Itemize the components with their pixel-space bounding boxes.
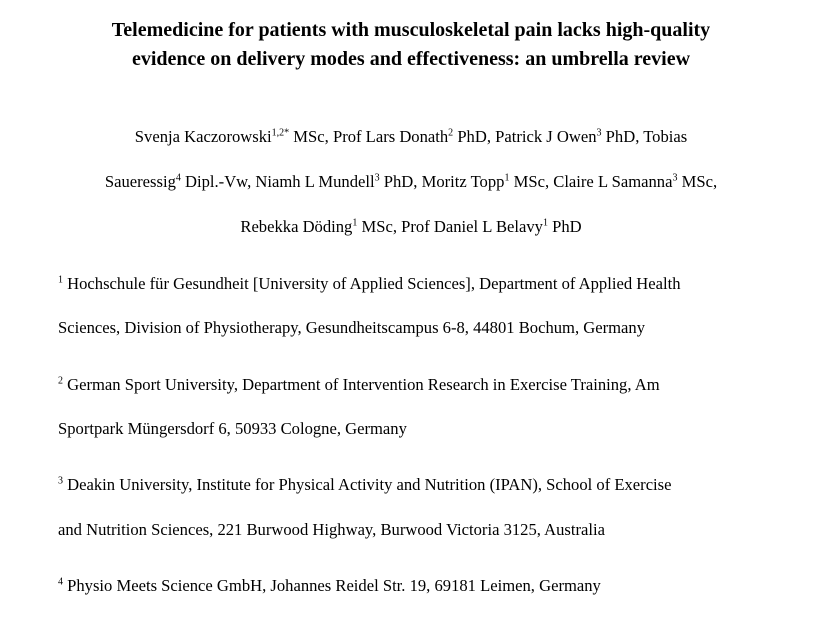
author-degree: Dipl.-Vw,	[180, 172, 252, 191]
author-name: Moritz Topp	[417, 172, 505, 191]
affiliation-2-line-1	[58, 375, 660, 395]
author-name: Prof Daniel L Belavy	[397, 217, 543, 236]
author-affiliation-sup: 3	[672, 172, 678, 184]
affiliation-number: 4	[58, 576, 63, 588]
affiliation-4-line-1	[58, 576, 601, 596]
affiliation-3-line-2: and Nutrition Sciences, 221 Burwood Highway, Burwood Victoria 3125, Australia	[58, 520, 605, 539]
author-degree: MSc,	[677, 172, 718, 191]
author-affiliation-sup: 3	[596, 127, 602, 139]
author-degree: PhD,	[453, 127, 491, 146]
author-affiliation-sup: 1	[542, 217, 548, 229]
author-line-1	[20, 127, 802, 147]
author-name: Rebekka Döding	[240, 217, 353, 236]
author-degree: PhD	[547, 217, 582, 236]
author-name: Prof Lars Donath	[328, 127, 449, 146]
affiliation-3-line-1	[58, 475, 672, 495]
author-line-3	[20, 217, 802, 237]
author-name: Svenja Kaczorowski	[134, 127, 272, 146]
author-degree: MSc,	[289, 127, 329, 146]
author-degree: MSc,	[357, 217, 398, 236]
affiliation-1-line-2: Sciences, Division of Physiotherapy, Gesundheitscampus 6-8, 44801 Bochum, Germany	[58, 318, 645, 337]
author-affiliation-sup: 1,2*	[271, 127, 290, 139]
author-name: Niamh L Mundell	[251, 172, 375, 191]
affiliation-text: Hochschule für Gesundheit [University of Applied Sciences], Department of Applied Health	[63, 274, 681, 293]
author-affiliation-sup: 2	[448, 127, 454, 139]
author-affiliation-sup: 1	[504, 172, 510, 184]
author-line-2	[20, 172, 802, 192]
author-name: Saueressig	[104, 172, 176, 191]
author-name: Claire L Samanna	[549, 172, 673, 191]
author-degree: PhD,	[379, 172, 418, 191]
author-degree: MSc,	[509, 172, 550, 191]
affiliation-text: German Sport University, Department of Intervention Research in Exercise Training, Am	[63, 375, 660, 394]
affiliation-number: 2	[58, 375, 63, 387]
author-affiliation-sup: 1	[352, 217, 358, 229]
author-name: Patrick J Owen	[490, 127, 597, 146]
author-name: Tobias	[639, 127, 688, 146]
affiliation-number: 1	[58, 274, 63, 286]
affiliation-number: 3	[58, 475, 63, 487]
author-affiliation-sup: 3	[374, 172, 380, 184]
author-degree: PhD,	[601, 127, 640, 146]
paper-title-line-1: Telemedicine for patients with musculoskeletal pain lacks high-quality	[111, 19, 711, 41]
affiliation-1-line-1	[58, 274, 681, 294]
affiliation-text: Physio Meets Science GmbH, Johannes Reidel Str. 19, 69181 Leimen, Germany	[63, 576, 601, 595]
affiliation-2-line-2: Sportpark Müngersdorf 6, 50933 Cologne, Germany	[58, 419, 407, 438]
affiliation-text: Deakin University, Institute for Physical Activity and Nutrition (IPAN), School of Exercise	[63, 475, 672, 494]
paper-title-line-2: evidence on delivery modes and effectiveness: an umbrella review	[131, 48, 691, 70]
author-affiliation-sup: 4	[175, 172, 181, 184]
